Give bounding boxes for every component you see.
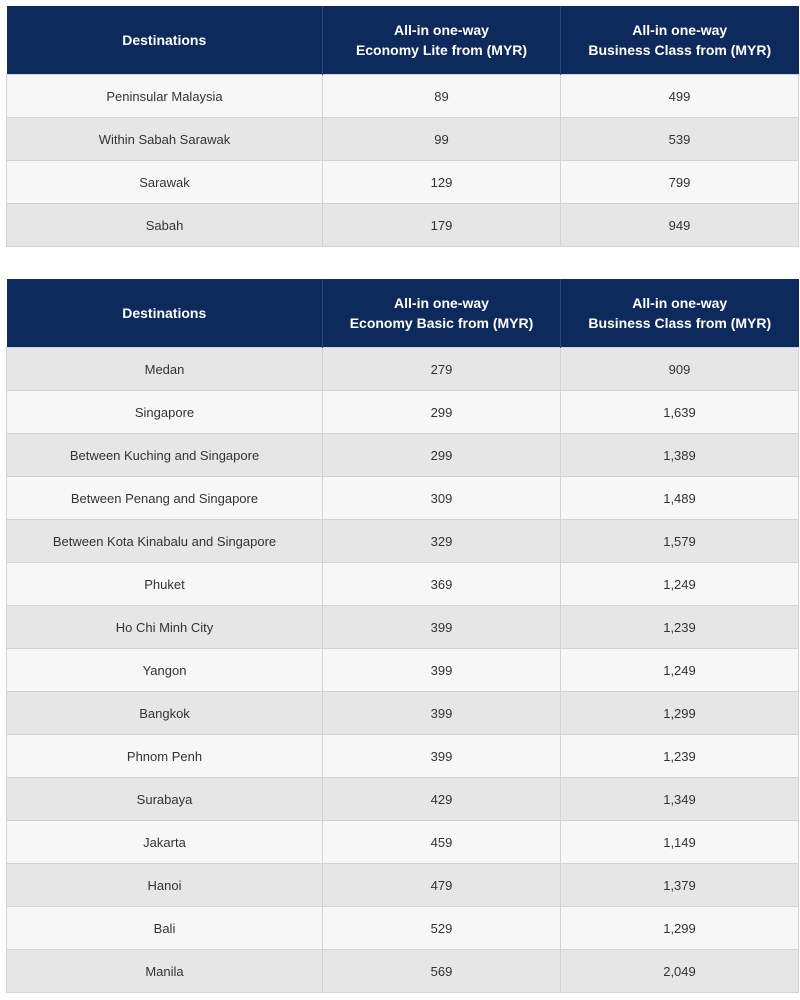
destination-cell: Jakarta (7, 821, 323, 864)
economy-fare-cell: 309 (323, 477, 561, 520)
economy-fare-cell: 299 (323, 391, 561, 434)
table-row (7, 348, 799, 391)
destination-cell: Surabaya (7, 778, 323, 821)
destination-cell: Between Kota Kinabalu and Singapore (7, 520, 323, 563)
table-row (7, 649, 799, 692)
destination-cell: Between Kuching and Singapore (7, 434, 323, 477)
destination-cell: Sabah (7, 204, 323, 247)
domestic-header-row (7, 6, 799, 75)
table-row (7, 907, 799, 950)
economy-fare-cell: 459 (323, 821, 561, 864)
economy-fare-cell: 479 (323, 864, 561, 907)
business-fare-cell: 1,379 (561, 864, 799, 907)
destination-cell: Sarawak (7, 161, 323, 204)
economy-fare-cell: 399 (323, 735, 561, 778)
destination-cell: Yangon (7, 649, 323, 692)
destination-cell: Medan (7, 348, 323, 391)
economy-fare-cell: 89 (323, 75, 561, 118)
business-fare-cell: 1,299 (561, 692, 799, 735)
header-destinations (7, 6, 323, 75)
destination-cell: Bangkok (7, 692, 323, 735)
business-fare-cell: 949 (561, 204, 799, 247)
economy-fare-cell: 99 (323, 118, 561, 161)
business-fare-cell: 1,389 (561, 434, 799, 477)
economy-fare-cell: 279 (323, 348, 561, 391)
business-fare-cell: 1,239 (561, 735, 799, 778)
header-business-class (561, 279, 799, 348)
domestic-fares-table (6, 6, 799, 247)
header-destinations (7, 279, 323, 348)
business-fare-cell: 1,299 (561, 907, 799, 950)
economy-fare-cell: 179 (323, 204, 561, 247)
header-economy-line1: All-in one-way (394, 22, 489, 38)
economy-fare-cell: 569 (323, 950, 561, 993)
business-fare-cell: 1,349 (561, 778, 799, 821)
destination-cell: Singapore (7, 391, 323, 434)
business-fare-cell: 909 (561, 348, 799, 391)
destination-cell: Peninsular Malaysia (7, 75, 323, 118)
business-fare-cell: 539 (561, 118, 799, 161)
header-destinations-label: Destinations (122, 32, 207, 48)
header-economy-line2: Economy Basic from (MYR) (349, 315, 534, 331)
table-row (7, 864, 799, 907)
economy-fare-cell: 399 (323, 649, 561, 692)
business-fare-cell: 1,249 (561, 563, 799, 606)
table-row (7, 434, 799, 477)
destination-cell: Ho Chi Minh City (7, 606, 323, 649)
header-economy-lite (323, 6, 561, 75)
business-fare-cell: 1,579 (561, 520, 799, 563)
destination-cell: Bali (7, 907, 323, 950)
table-row (7, 477, 799, 520)
economy-fare-cell: 399 (323, 692, 561, 735)
table-row (7, 735, 799, 778)
economy-fare-cell: 399 (323, 606, 561, 649)
business-fare-cell: 1,249 (561, 649, 799, 692)
table-row (7, 606, 799, 649)
business-fare-cell: 1,489 (561, 477, 799, 520)
business-fare-cell: 799 (561, 161, 799, 204)
international-fares-table (6, 279, 799, 993)
table-row (7, 563, 799, 606)
table-row (7, 161, 799, 204)
header-economy-line2: Economy Lite from (MYR) (355, 42, 528, 58)
table-row (7, 950, 799, 993)
business-fare-cell: 1,149 (561, 821, 799, 864)
table-row (7, 692, 799, 735)
table-row (7, 204, 799, 247)
destination-cell: Manila (7, 950, 323, 993)
table-row (7, 75, 799, 118)
economy-fare-cell: 369 (323, 563, 561, 606)
domestic-table-body (7, 75, 799, 247)
economy-fare-cell: 329 (323, 520, 561, 563)
economy-fare-cell: 429 (323, 778, 561, 821)
header-business-line1: All-in one-way (632, 295, 728, 311)
table-row (7, 391, 799, 434)
destination-cell: Hanoi (7, 864, 323, 907)
table-row (7, 778, 799, 821)
header-business-line2: Business Class from (MYR) (588, 315, 772, 331)
economy-fare-cell: 299 (323, 434, 561, 477)
business-fare-cell: 1,239 (561, 606, 799, 649)
table-row (7, 118, 799, 161)
international-table-body (7, 348, 799, 993)
table-row (7, 520, 799, 563)
header-economy-line1: All-in one-way (394, 295, 489, 311)
business-fare-cell: 1,639 (561, 391, 799, 434)
destination-cell: Phuket (7, 563, 323, 606)
header-economy-basic (323, 279, 561, 348)
international-header-row (7, 279, 799, 348)
destination-cell: Within Sabah Sarawak (7, 118, 323, 161)
destination-cell: Phnom Penh (7, 735, 323, 778)
business-fare-cell: 499 (561, 75, 799, 118)
header-business-line2: Business Class from (MYR) (588, 42, 772, 58)
table-row (7, 821, 799, 864)
header-destinations-label: Destinations (122, 305, 207, 321)
business-fare-cell: 2,049 (561, 950, 799, 993)
destination-cell: Between Penang and Singapore (7, 477, 323, 520)
economy-fare-cell: 529 (323, 907, 561, 950)
economy-fare-cell: 129 (323, 161, 561, 204)
header-business-class (561, 6, 799, 75)
header-business-line1: All-in one-way (632, 22, 728, 38)
